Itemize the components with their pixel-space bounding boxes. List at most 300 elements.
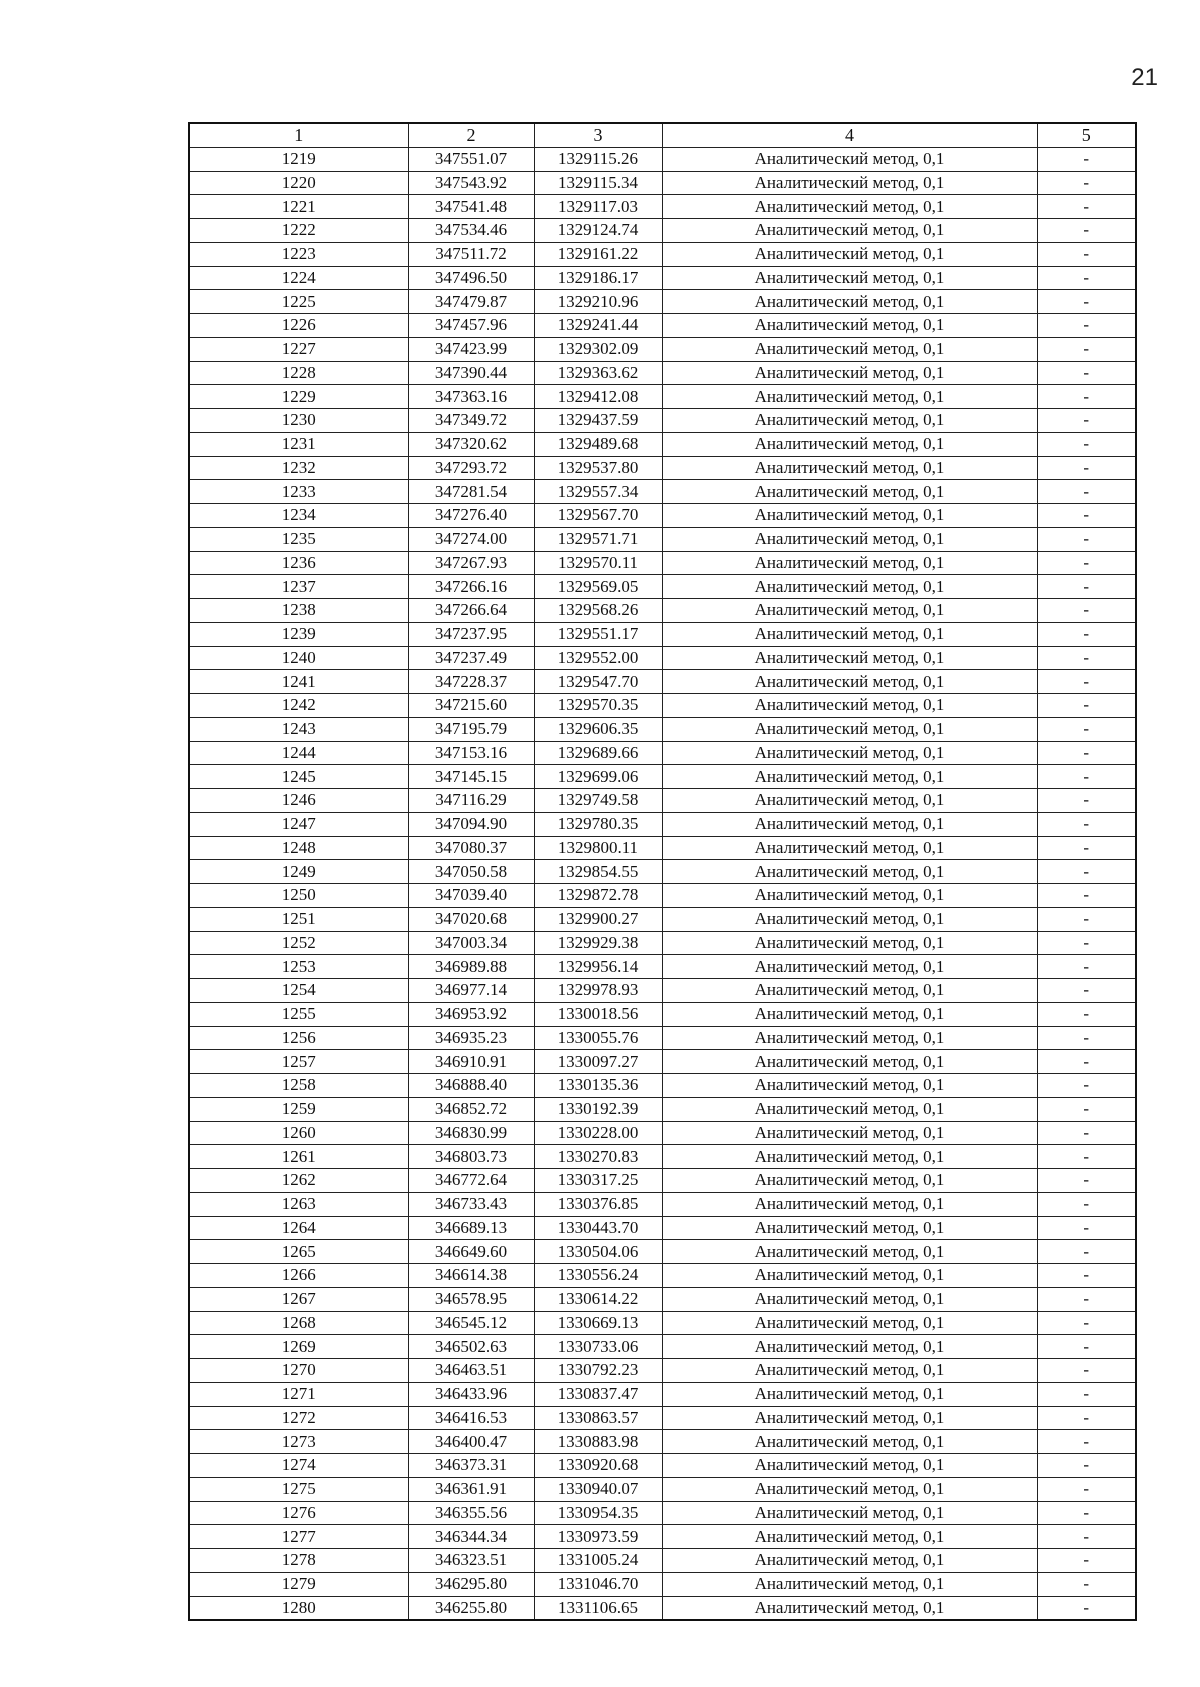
coord-y-cell: 1330443.70 [534,1216,662,1240]
coord-x-cell: 347349.72 [408,409,534,433]
method-cell: Аналитический метод, 0,1 [662,1596,1037,1620]
table-row [189,931,1136,955]
coord-y-cell: 1330940.07 [534,1477,662,1501]
table-row [189,1097,1136,1121]
table-row [189,1382,1136,1406]
coordinates-table [188,122,1137,1621]
coord-x-cell: 346578.95 [408,1287,534,1311]
note-cell: - [1037,1050,1136,1074]
column-header-1: 1 [189,123,408,147]
coord-x-cell: 347215.60 [408,694,534,718]
coord-y-cell: 1330192.39 [534,1097,662,1121]
point-number-cell: 1242 [189,694,408,718]
table-row [189,1169,1136,1193]
point-number-cell: 1256 [189,1026,408,1050]
note-cell: - [1037,741,1136,765]
note-cell: - [1037,931,1136,955]
table-row [189,1192,1136,1216]
table-row [189,1240,1136,1264]
point-number-cell: 1248 [189,836,408,860]
point-number-cell: 1275 [189,1477,408,1501]
table-row [189,1477,1136,1501]
coord-x-cell: 347511.72 [408,242,534,266]
note-cell: - [1037,1002,1136,1026]
coord-x-cell: 347237.49 [408,646,534,670]
method-cell: Аналитический метод, 0,1 [662,1525,1037,1549]
method-cell: Аналитический метод, 0,1 [662,432,1037,456]
note-cell: - [1037,1382,1136,1406]
table-row [189,242,1136,266]
method-cell: Аналитический метод, 0,1 [662,219,1037,243]
coord-y-cell: 1329186.17 [534,266,662,290]
point-number-cell: 1276 [189,1501,408,1525]
coord-x-cell: 347145.15 [408,765,534,789]
table-body [189,147,1136,1620]
table-row [189,1026,1136,1050]
coord-x-cell: 346433.96 [408,1382,534,1406]
method-cell: Аналитический метод, 0,1 [662,1430,1037,1454]
method-cell: Аналитический метод, 0,1 [662,907,1037,931]
point-number-cell: 1277 [189,1525,408,1549]
note-cell: - [1037,1335,1136,1359]
table-row [189,409,1136,433]
coord-y-cell: 1330863.57 [534,1406,662,1430]
coord-y-cell: 1329489.68 [534,432,662,456]
coord-x-cell: 347020.68 [408,907,534,931]
coord-y-cell: 1330097.27 [534,1050,662,1074]
coord-y-cell: 1331005.24 [534,1549,662,1573]
coord-x-cell: 346803.73 [408,1145,534,1169]
table-row [189,1264,1136,1288]
method-cell: Аналитический метод, 0,1 [662,1074,1037,1098]
coord-y-cell: 1329568.26 [534,599,662,623]
method-cell: Аналитический метод, 0,1 [662,812,1037,836]
coord-y-cell: 1329689.66 [534,741,662,765]
note-cell: - [1037,622,1136,646]
point-number-cell: 1240 [189,646,408,670]
note-cell: - [1037,361,1136,385]
table-row [189,884,1136,908]
method-cell: Аналитический метод, 0,1 [662,1145,1037,1169]
coord-x-cell: 347479.87 [408,290,534,314]
method-cell: Аналитический метод, 0,1 [662,646,1037,670]
method-cell: Аналитический метод, 0,1 [662,1216,1037,1240]
coord-x-cell: 346344.34 [408,1525,534,1549]
coord-x-cell: 347274.00 [408,527,534,551]
point-number-cell: 1257 [189,1050,408,1074]
coord-x-cell: 346416.53 [408,1406,534,1430]
note-cell: - [1037,551,1136,575]
coord-x-cell: 346502.63 [408,1335,534,1359]
note-cell: - [1037,1406,1136,1430]
table-row [189,266,1136,290]
coord-x-cell: 346852.72 [408,1097,534,1121]
point-number-cell: 1249 [189,860,408,884]
coord-y-cell: 1329780.35 [534,812,662,836]
method-cell: Аналитический метод, 0,1 [662,670,1037,694]
table-row [189,432,1136,456]
coord-y-cell: 1330883.98 [534,1430,662,1454]
coord-y-cell: 1329699.06 [534,765,662,789]
point-number-cell: 1266 [189,1264,408,1288]
coord-x-cell: 347496.50 [408,266,534,290]
note-cell: - [1037,266,1136,290]
table-row [189,171,1136,195]
coord-x-cell: 347153.16 [408,741,534,765]
table-row [189,480,1136,504]
method-cell: Аналитический метод, 0,1 [662,860,1037,884]
coord-y-cell: 1330376.85 [534,1192,662,1216]
coord-x-cell: 347266.16 [408,575,534,599]
method-cell: Аналитический метод, 0,1 [662,1382,1037,1406]
coord-x-cell: 347237.95 [408,622,534,646]
coord-y-cell: 1329552.00 [534,646,662,670]
coord-x-cell: 346323.51 [408,1549,534,1573]
note-cell: - [1037,765,1136,789]
note-cell: - [1037,1477,1136,1501]
table-row [189,765,1136,789]
coord-y-cell: 1329363.62 [534,361,662,385]
coord-y-cell: 1329571.71 [534,527,662,551]
coord-x-cell: 347320.62 [408,432,534,456]
point-number-cell: 1274 [189,1454,408,1478]
coord-x-cell: 346953.92 [408,1002,534,1026]
header-row [189,123,1136,147]
table-row [189,979,1136,1003]
method-cell: Аналитический метод, 0,1 [662,480,1037,504]
table-row [189,551,1136,575]
coord-y-cell: 1330018.56 [534,1002,662,1026]
point-number-cell: 1264 [189,1216,408,1240]
coord-y-cell: 1330135.36 [534,1074,662,1098]
point-number-cell: 1239 [189,622,408,646]
coord-x-cell: 347551.07 [408,147,534,171]
point-number-cell: 1236 [189,551,408,575]
method-cell: Аналитический метод, 0,1 [662,741,1037,765]
method-cell: Аналитический метод, 0,1 [662,195,1037,219]
table-row [189,337,1136,361]
point-number-cell: 1246 [189,789,408,813]
method-cell: Аналитический метод, 0,1 [662,717,1037,741]
coord-x-cell: 346295.80 [408,1572,534,1596]
point-number-cell: 1227 [189,337,408,361]
coord-y-cell: 1329537.80 [534,456,662,480]
point-number-cell: 1280 [189,1596,408,1620]
coord-y-cell: 1329900.27 [534,907,662,931]
method-cell: Аналитический метод, 0,1 [662,931,1037,955]
point-number-cell: 1251 [189,907,408,931]
coord-y-cell: 1330954.35 [534,1501,662,1525]
method-cell: Аналитический метод, 0,1 [662,1406,1037,1430]
note-cell: - [1037,1549,1136,1573]
method-cell: Аналитический метод, 0,1 [662,242,1037,266]
table-row [189,860,1136,884]
coord-x-cell: 347534.46 [408,219,534,243]
coord-y-cell: 1330270.83 [534,1145,662,1169]
table-row [189,1525,1136,1549]
coord-y-cell: 1329161.22 [534,242,662,266]
method-cell: Аналитический метод, 0,1 [662,1572,1037,1596]
method-cell: Аналитический метод, 0,1 [662,1359,1037,1383]
coord-x-cell: 347195.79 [408,717,534,741]
point-number-cell: 1271 [189,1382,408,1406]
coord-x-cell: 346689.13 [408,1216,534,1240]
table-row [189,219,1136,243]
table-row [189,670,1136,694]
coord-y-cell: 1329437.59 [534,409,662,433]
table-row [189,195,1136,219]
table-row [189,361,1136,385]
coord-x-cell: 346361.91 [408,1477,534,1501]
table-row [189,1002,1136,1026]
coord-y-cell: 1330973.59 [534,1525,662,1549]
table-row [189,1359,1136,1383]
method-cell: Аналитический метод, 0,1 [662,385,1037,409]
note-cell: - [1037,670,1136,694]
point-number-cell: 1223 [189,242,408,266]
note-cell: - [1037,1525,1136,1549]
table-row [189,1335,1136,1359]
method-cell: Аналитический метод, 0,1 [662,694,1037,718]
note-cell: - [1037,242,1136,266]
coord-x-cell: 346373.31 [408,1454,534,1478]
method-cell: Аналитический метод, 0,1 [662,1335,1037,1359]
table-row [189,1145,1136,1169]
coord-x-cell: 347039.40 [408,884,534,908]
table-row [189,1287,1136,1311]
note-cell: - [1037,504,1136,528]
table-row [189,504,1136,528]
note-cell: - [1037,1264,1136,1288]
coord-y-cell: 1329117.03 [534,195,662,219]
note-cell: - [1037,1169,1136,1193]
point-number-cell: 1245 [189,765,408,789]
note-cell: - [1037,860,1136,884]
method-cell: Аналитический метод, 0,1 [662,1311,1037,1335]
method-cell: Аналитический метод, 0,1 [662,551,1037,575]
method-cell: Аналитический метод, 0,1 [662,1121,1037,1145]
coord-y-cell: 1329412.08 [534,385,662,409]
point-number-cell: 1230 [189,409,408,433]
coord-x-cell: 347267.93 [408,551,534,575]
coord-y-cell: 1329570.11 [534,551,662,575]
method-cell: Аналитический метод, 0,1 [662,1050,1037,1074]
note-cell: - [1037,907,1136,931]
table-row [189,1430,1136,1454]
table-row [189,456,1136,480]
note-cell: - [1037,219,1136,243]
coord-x-cell: 346989.88 [408,955,534,979]
method-cell: Аналитический метод, 0,1 [662,456,1037,480]
table-row [189,717,1136,741]
coord-y-cell: 1329569.05 [534,575,662,599]
note-cell: - [1037,1501,1136,1525]
table-row [189,812,1136,836]
method-cell: Аналитический метод, 0,1 [662,527,1037,551]
page-number: 21 [1131,64,1158,91]
point-number-cell: 1265 [189,1240,408,1264]
column-header-5: 5 [1037,123,1136,147]
point-number-cell: 1231 [189,432,408,456]
table-row [189,1311,1136,1335]
coord-y-cell: 1329115.34 [534,171,662,195]
coord-y-cell: 1329551.17 [534,622,662,646]
table-header [189,123,1136,147]
coord-y-cell: 1330556.24 [534,1264,662,1288]
point-number-cell: 1237 [189,575,408,599]
point-number-cell: 1238 [189,599,408,623]
method-cell: Аналитический метод, 0,1 [662,884,1037,908]
note-cell: - [1037,432,1136,456]
note-cell: - [1037,527,1136,551]
coord-y-cell: 1330920.68 [534,1454,662,1478]
column-header-3: 3 [534,123,662,147]
point-number-cell: 1267 [189,1287,408,1311]
note-cell: - [1037,1287,1136,1311]
method-cell: Аналитический метод, 0,1 [662,290,1037,314]
coord-y-cell: 1329929.38 [534,931,662,955]
note-cell: - [1037,456,1136,480]
method-cell: Аналитический метод, 0,1 [662,1240,1037,1264]
coord-y-cell: 1329800.11 [534,836,662,860]
table-row [189,527,1136,551]
method-cell: Аналитический метод, 0,1 [662,1501,1037,1525]
coord-y-cell: 1329872.78 [534,884,662,908]
note-cell: - [1037,1216,1136,1240]
point-number-cell: 1261 [189,1145,408,1169]
method-cell: Аналитический метод, 0,1 [662,1454,1037,1478]
coord-y-cell: 1329124.74 [534,219,662,243]
point-number-cell: 1241 [189,670,408,694]
method-cell: Аналитический метод, 0,1 [662,955,1037,979]
method-cell: Аналитический метод, 0,1 [662,337,1037,361]
table-row [189,1050,1136,1074]
coord-x-cell: 347541.48 [408,195,534,219]
point-number-cell: 1279 [189,1572,408,1596]
column-header-2: 2 [408,123,534,147]
table-row [189,836,1136,860]
note-cell: - [1037,1192,1136,1216]
table-row [189,385,1136,409]
table-row [189,741,1136,765]
coord-y-cell: 1330228.00 [534,1121,662,1145]
point-number-cell: 1259 [189,1097,408,1121]
note-cell: - [1037,171,1136,195]
point-number-cell: 1273 [189,1430,408,1454]
coord-x-cell: 346977.14 [408,979,534,1003]
point-number-cell: 1254 [189,979,408,1003]
coord-y-cell: 1330317.25 [534,1169,662,1193]
note-cell: - [1037,1240,1136,1264]
coord-y-cell: 1329567.70 [534,504,662,528]
coord-x-cell: 347276.40 [408,504,534,528]
method-cell: Аналитический метод, 0,1 [662,979,1037,1003]
coord-y-cell: 1329115.26 [534,147,662,171]
coord-y-cell: 1329956.14 [534,955,662,979]
column-header-4: 4 [662,123,1037,147]
coord-x-cell: 347116.29 [408,789,534,813]
method-cell: Аналитический метод, 0,1 [662,789,1037,813]
point-number-cell: 1252 [189,931,408,955]
point-number-cell: 1221 [189,195,408,219]
coord-y-cell: 1329547.70 [534,670,662,694]
method-cell: Аналитический метод, 0,1 [662,504,1037,528]
coord-y-cell: 1329749.58 [534,789,662,813]
coord-y-cell: 1330837.47 [534,1382,662,1406]
coord-y-cell: 1329210.96 [534,290,662,314]
method-cell: Аналитический метод, 0,1 [662,361,1037,385]
coord-x-cell: 347094.90 [408,812,534,836]
coord-x-cell: 346614.38 [408,1264,534,1288]
note-cell: - [1037,147,1136,171]
method-cell: Аналитический метод, 0,1 [662,836,1037,860]
point-number-cell: 1226 [189,314,408,338]
table-row [189,789,1136,813]
coord-y-cell: 1331046.70 [534,1572,662,1596]
coord-y-cell: 1330614.22 [534,1287,662,1311]
note-cell: - [1037,789,1136,813]
point-number-cell: 1235 [189,527,408,551]
note-cell: - [1037,1454,1136,1478]
table-row [189,575,1136,599]
method-cell: Аналитический метод, 0,1 [662,599,1037,623]
coord-x-cell: 346830.99 [408,1121,534,1145]
point-number-cell: 1220 [189,171,408,195]
method-cell: Аналитический метод, 0,1 [662,171,1037,195]
method-cell: Аналитический метод, 0,1 [662,1097,1037,1121]
method-cell: Аналитический метод, 0,1 [662,1287,1037,1311]
note-cell: - [1037,812,1136,836]
point-number-cell: 1233 [189,480,408,504]
coord-y-cell: 1329854.55 [534,860,662,884]
coord-x-cell: 346355.56 [408,1501,534,1525]
point-number-cell: 1270 [189,1359,408,1383]
point-number-cell: 1272 [189,1406,408,1430]
note-cell: - [1037,955,1136,979]
coord-y-cell: 1330669.13 [534,1311,662,1335]
note-cell: - [1037,385,1136,409]
point-number-cell: 1258 [189,1074,408,1098]
note-cell: - [1037,195,1136,219]
point-number-cell: 1244 [189,741,408,765]
coord-x-cell: 347003.34 [408,931,534,955]
coord-y-cell: 1329302.09 [534,337,662,361]
point-number-cell: 1262 [189,1169,408,1193]
coord-y-cell: 1330733.06 [534,1335,662,1359]
point-number-cell: 1232 [189,456,408,480]
note-cell: - [1037,409,1136,433]
note-cell: - [1037,1097,1136,1121]
coord-x-cell: 346255.80 [408,1596,534,1620]
note-cell: - [1037,979,1136,1003]
note-cell: - [1037,337,1136,361]
coord-x-cell: 346463.51 [408,1359,534,1383]
method-cell: Аналитический метод, 0,1 [662,1169,1037,1193]
note-cell: - [1037,1359,1136,1383]
point-number-cell: 1225 [189,290,408,314]
table-row [189,290,1136,314]
table-row [189,147,1136,171]
table-row [189,1572,1136,1596]
note-cell: - [1037,575,1136,599]
note-cell: - [1037,1572,1136,1596]
note-cell: - [1037,1074,1136,1098]
point-number-cell: 1219 [189,147,408,171]
note-cell: - [1037,314,1136,338]
coord-y-cell: 1330792.23 [534,1359,662,1383]
point-number-cell: 1222 [189,219,408,243]
coord-x-cell: 346888.40 [408,1074,534,1098]
